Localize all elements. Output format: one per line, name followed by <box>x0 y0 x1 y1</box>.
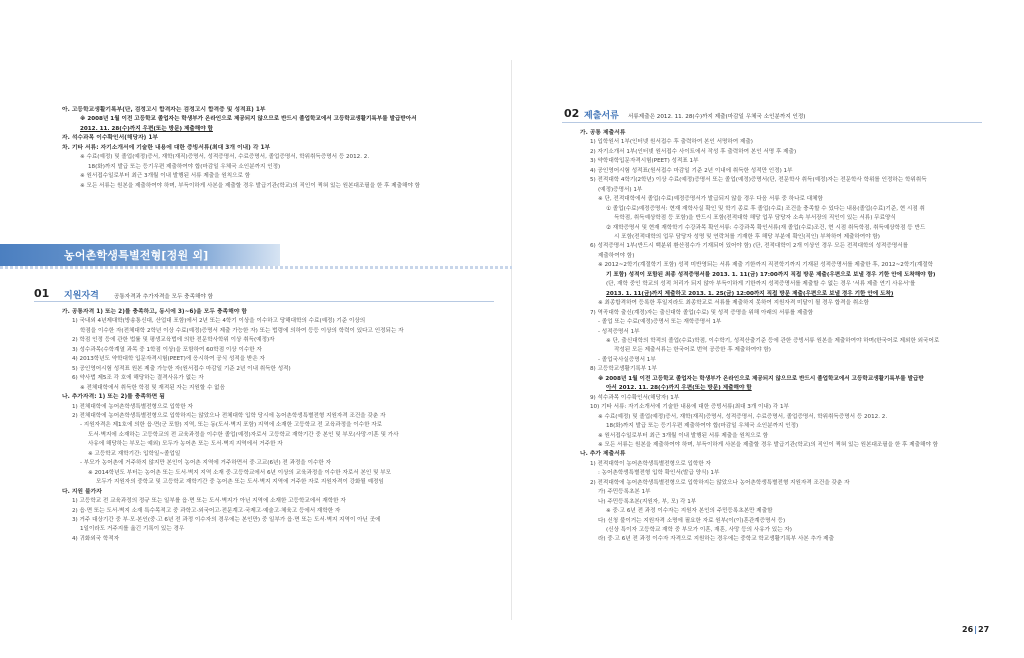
text-line: 2012. 11. 28(수)까지 우편(또는 방문) 제출해야 함 <box>80 125 213 132</box>
text-line: 1) 입학원서 1부(인터넷 원서접수 후 출력하여 본인 서명하여 제출) <box>590 139 753 146</box>
text-line: 2013. 1. 11(금)까지 제출하고 2013. 1. 25(금) 12:00까지 직접 방문 제출(우편으로 보낼 경우 기한 안에 도착) <box>606 290 894 297</box>
section-number: 01 <box>34 287 50 300</box>
text-line: 모두가 지원자의 중학교 및 고등학교 재학기간 중 농어촌 또는 도서·벽지 지역에 거주한 자로 지원자격이 강화될 예정임 <box>96 479 384 486</box>
text-line: 4) 귀화외국 학적자 <box>72 535 120 542</box>
text-line: 5) 공인영어시험 성적표 원본 제출 가능한 자(원서접수 마감일 기준 2년 이내 취득한 성적) <box>72 365 291 372</box>
section-title: 제출서류 <box>584 111 619 121</box>
text-line: 1일이라도 거주지를 옮긴 기록이 있는 경우 <box>80 526 185 533</box>
section-rule <box>562 122 982 123</box>
text-line: 기 포함) 성적이 포함된 최종 성적증명서를 2013. 1. 11(금) 17:00까지 직접 방문 제출(우편으로 보낼 경우 기한 안에 도착해야 함) <box>606 271 936 278</box>
text-line: 6) 약사법 제5조 각 호에 해당하는 결격사유가 없는 자 <box>72 375 204 382</box>
text-line: 작성된 모든 제출서류는 한국어로 번역 공증한 후 제출하여야 함) <box>614 347 771 354</box>
text-line: 2) 학점 인정 등에 관한 법률 및 평생교육법에 의한 전문학사학위 이상 취득(예정)자 <box>72 337 275 344</box>
text-line: ② 재학증명서 및 현재 재학학기 수강과목 확인서류: 수강과목 확인서류(재 졸업(수료)조건, 현 시점 취득학점, 취득예상학점 등 반드 <box>606 224 926 231</box>
text-line: ※ 모든 서류는 원본을 제출하여야 하며, 부득이하게 사본을 제출할 경우 발급기관(학교)의 직인이 찍혀 있는 원본대조필을 한 후 제출해야 함 <box>80 182 421 189</box>
text-line: 1) 고등학교 전 교육과정의 정규 또는 일부를 읍·면 또는 도서·벽지가 아닌 지역에 소재한 고등학교에서 재학한 자 <box>72 498 346 505</box>
text-line: (신상 특이자 고등학교 재학 중 부모가 이혼, 재혼, 사망 등의 사유가 있는 자) <box>606 527 792 534</box>
text-line: - 부모가 농어촌에 거주하지 않지만 본인이 농어촌 지역에 거주하면서 중·고교(6년) 전 과정을 이수한 자 <box>80 460 331 467</box>
text-line: 3) 약학대학입문자격시험(PEET) 성적표 1부 <box>590 158 699 165</box>
text-line: ※ 2008년 1월 이전 고등학교 졸업자는 학생부가 온라인으로 제공되지 않으므로 반드시 졸업학교에서 고등학교생활기록부를 발급받아서 <box>80 116 417 123</box>
text-line: ※ 원서접수일로부터 최근 3개월 이내 발행된 서류 제출을 원칙으로 함 <box>598 432 769 439</box>
text-line: ※ 중·고 6년 전 과정 이수자는 지원자 본인의 주민등록초본만 제출함 <box>606 508 773 515</box>
text-line: 제출하여야 함) <box>598 252 635 259</box>
text-line: : 농어촌학생특별전형 입학 확인서(발급 양식) 1부 <box>598 470 720 477</box>
text-line: 5) 전적대학 4학기(2학년) 이상 수료(예정)증명서 또는 졸업(예정)증명서(단, 전문학사 취득(예정)자는 전문학사 학위를 인정하는 학위취득 <box>590 177 927 184</box>
text-line: 18(화)까지 발급 또는 등기우편 제출하여야 합(마감일 우체국 소인분까지 인정) <box>606 423 799 430</box>
text-line: 학점을 이수한 자(전체대학 2학년 이상 수료(예정)증명서 제출 가능한 자) 또는 법령에 의하여 등등 이상의 학력이 있다고 인정되는 자 <box>80 327 404 334</box>
text-line: (예정)증명서) 1부 <box>598 186 643 193</box>
text-line: ※ 단, 전적대학에서 졸업(수료)예정증명서가 발급되지 않을 경우 다음 서류 중 하나로 대체함 <box>598 196 823 203</box>
text-line: 6) 성적증명서 1부(반드시 백분위 환산점수가 기재되어 있어야 함) (단, 전적대학이 2개 이상인 경우 모든 전적대학의 성적증명서를 <box>590 243 909 250</box>
text-line: 아. 고등학교생활기록부(단, 검정고시 합격자는 검정고시 합격증 및 성적표) 1부 <box>62 107 266 113</box>
text-line: ※ 2012~2학기(계절학기 포함) 성적 미반영되는 서류 제출 기한까지 직전학기까지 기재된 성적증명서를 제출한 후, 2012~2학기(계절학 <box>598 262 934 269</box>
section-rule <box>34 301 494 302</box>
text-line: 시 포함(전적대학의 업무 담당자 성명 및 연락처를 기재한 후 해당 부분에 확인(직인) 부착하여 제출하여야 함) <box>614 233 880 240</box>
text-line: 4) 공인영어시험 성적표(원서접수 마감일 기준 2년 이내에 취득한 성적만 인정) 1부 <box>590 167 793 174</box>
text-line: 1) 전체대학에 농어촌학생특별전형으로 입학한 자 <box>72 403 193 410</box>
text-line: 4) 2013학년도 약학대학 입문자격시험(PEET)에 응시하여 공식 성적을 받은 자 <box>72 356 265 363</box>
text-line: 2) 전체대학에 농어촌학생특별전형으로 입학하지는 않았으나 전체대학 입학 당시에 농어촌학생특별전형 지원자격 조건을 갖춘 자 <box>72 412 386 419</box>
left-top-list <box>62 106 494 191</box>
text-line: 아서 2012. 11. 28(수)까지 우편(또는 방문) 제출해야 함 <box>606 385 752 392</box>
page-number-right: 27 <box>978 625 990 634</box>
text-line: - 지원자격은 제1호에 의한 읍·면(군 포함) 지역, 또는 동(도서·벽지 포함) 지역에 소재한 고등학교 전 교육과정을 이수한 자로 <box>80 422 383 429</box>
text-line: ※ 고등학교 재학기간: 입학일~졸업일 <box>88 450 181 457</box>
text-line: 2) 자기소개서 1부(인터넷 원서접수 사이트에서 작성 후 출력하여 본인 서명 후 제출) <box>590 148 797 155</box>
page-number <box>962 625 989 634</box>
text-line: ※ 2014학년도 부터는 농어촌 또는 도서·벽지 지역 소재 중·고등학교에서 6년 이상의 교육과정을 이수한 자로서 본인 및 부모 <box>88 469 392 476</box>
text-line: 3) 성수과목(수학계열 과목 중 1학점 이상)을 포함하여 60학점 이상 이수한 자 <box>72 346 262 353</box>
text-line: 자. 석수과목 이수확인서(해당자) 1부 <box>62 135 158 142</box>
text-line: ※ 모든 서류는 원본을 제출하여야 하며, 부득이하게 사본을 제출할 경우 발급기관(학교)의 직인이 찍혀 있는 원본대조필을 한 후 제출해야 함 <box>598 441 939 448</box>
text-line: 2) 전적대학에 농어촌학생특별전형으로 입학하지는 않았으나 농어촌학생특별전형 지원자격 조건을 갖춘 자 <box>590 479 850 486</box>
text-line: 다) 신청 불이거는 지원자격 소명에 필요한 자료 원부(이(이)혼관계증명서 등) <box>598 517 786 524</box>
text-line: 도서·벽지에 소재하는 고등학교의 전 교육과정을 이수한 졸업(예정)자로서 고등학교 재학기간 중 본인 및 부모(사망·이혼 및 가사 <box>88 431 399 438</box>
text-line: 18(화)까지 발급 또는 등기우편 제출하여야 합(마감일 우체국 소인분까지 인정) <box>88 163 281 170</box>
text-line: ※ 단, 출신대학의 학적의 졸업(수료)학점, 이수학기, 성적산출기준 등에 관한 증빙서류 원본을 제출하여야 하며(한국어로 제외한 외국어로 <box>606 337 940 344</box>
text-line: 1) 전적대학이 농어촌학생특별전형으로 입학한 자 <box>590 460 711 467</box>
page-separator: | <box>974 625 978 634</box>
text-line: (단, 재학 중인 학교의 성적 처리가 되지 않아 부득이하게 기한까지 성적증명서를 제출할 수 없는 경우 '서류 제출 연기 사유서'를 <box>606 281 916 288</box>
text-line: 8) 고등학교생활기록부 1부 <box>590 366 657 373</box>
section-note: 공통자격과 추가자격을 모두 충족해야 함 <box>114 294 213 300</box>
text-line: ① 졸업(수료)예정증명서: 현재 재학사실 확인 및 학기 종료 후 졸업(수료) 조건을 충족할 수 있다는 내용(졸업(수료)기준, 현 시점 취 <box>606 205 925 212</box>
text-line: ※ 2008년 1월 이전 고등학교 졸업자는 학생부가 온라인으로 제공되지 않으므로 반드시 졸업학교에서 고등학교생활기록부를 발급받 <box>598 375 924 382</box>
text-line: 가. 공통 제출서류 <box>580 130 626 136</box>
text-line: 가) 주민등록초본 1부 <box>598 489 651 496</box>
text-line: ※ 원서접수일로부터 최근 3개월 이내 발행된 서류 제출을 원칙으로 함 <box>80 173 251 180</box>
text-line: 나) 주민등록초본(지원자, 부, 모) 각 1부 <box>598 498 697 505</box>
text-line: 3) 거주 대상기간 중 부·모·본인(중·고 6년 전 과정 이수자의 경우에는 본인만) 중 일부가 읍·면 또는 도서·벽지 지역이 아닌 곳에 <box>72 516 381 523</box>
text-line: 10) 기타 서류: 자기소개서에 기술한 내용에 대한 증빙서류(최대 3개 이내) 각 1부 <box>590 404 789 411</box>
text-line: ※ 수료(예정) 및 졸업(예정)증서, 재학(재직)증명서, 성적증명서, 수료증명서, 졸업증명서, 학위취득증명서 등 2012. 2. <box>80 154 370 161</box>
section-title: 지원자격 <box>64 291 99 301</box>
text-line: 사유에 해당하는 부모는 예외) 모두가 농어촌 또는 도서·벽지 지역에서 거주한 자 <box>88 441 283 448</box>
text-line: ※ 최종합격하여 등록한 후일지라도 최종학교로 서류를 제출하지 못하여 지원자격 미달이 될 경우 합격을 취소함 <box>598 300 869 307</box>
band-stripe <box>0 266 512 269</box>
text-line: ※ 전체대학에서 취득한 학점 및 재적된 자는 지원할 수 없음 <box>80 384 225 391</box>
text-line: 나. 추가 제출서류 <box>580 451 626 458</box>
text-line: - 성적증명서 1부 <box>598 328 640 335</box>
page-gutter <box>511 60 512 620</box>
text-line: 7) 역곡대학 출신(계정)자는 출신대학 졸업(수료) 및 성적 증명을 위해 아래의 서류를 제출함 <box>590 309 814 316</box>
section-number: 02 <box>564 107 580 120</box>
text-line: 라) 중·고 6년 전 과정 이수자 자격으로 지원하는 경우에는 중학교 학교생활기록부 사본 추가 제출 <box>598 536 834 543</box>
text-line: 가. 공통자격 1) 또는 2)를 충족하고, 동시에 3)~6)을 모두 충족해야 함 <box>62 309 247 315</box>
right-body-list <box>580 129 985 545</box>
text-line: 1) 국내외 4년제대학(방송통신대, 산업대 포함)에서 2년 또는 4학기 이상을 이수하고 당해대학의 수료(예정) 기준 이상의 <box>72 318 366 325</box>
text-line: - 졸업국사실증명서 1부 <box>598 356 656 363</box>
text-line: - 졸업 또는 수료(예정)증명서 또는 재학증명서 1부 <box>598 319 722 326</box>
text-line: 다. 지원 불가자 <box>62 488 102 495</box>
text-line: 득학점, 취득예상학점 등 포함)을 반드시 포함(전적대학 해당 업무 담당자 소속 부서장의 직인이 있는 서류) 무료양식 <box>614 215 896 222</box>
text-line: 2) 읍·면 또는 도서·벽지 소재 특수목적고 중 과학고·외국어고·전문계고·국제고·예술고·체육고 등에서 재학한 자 <box>72 507 341 514</box>
text-line: 나. 추가자격: 1) 또는 2)를 충족하면 됨 <box>62 394 165 401</box>
text-line: 차. 기타 서류: 자기소개서에 기술한 내용에 대한 증빙서류(최대 3개 이내) 각 1부 <box>62 144 271 151</box>
left-body-list <box>62 308 494 544</box>
text-line: ※ 수료(예정) 및 졸업(예정)증서, 재학(재직)증명서, 성적증명서, 수료증명서, 졸업증명서, 학위취득증명서 등 2012. 2. <box>598 413 888 420</box>
section-note: 서류제출은 2012. 11. 28(수)까지 제출(마감일 우체국 소인분까지 인정) <box>628 114 806 120</box>
text-line: 9) 석수과목 이수확인서(해당자) 1부 <box>590 394 680 401</box>
page-number-left: 26 <box>962 625 974 634</box>
band-title: 농어촌학생특별전형[정원 외] <box>64 249 209 262</box>
